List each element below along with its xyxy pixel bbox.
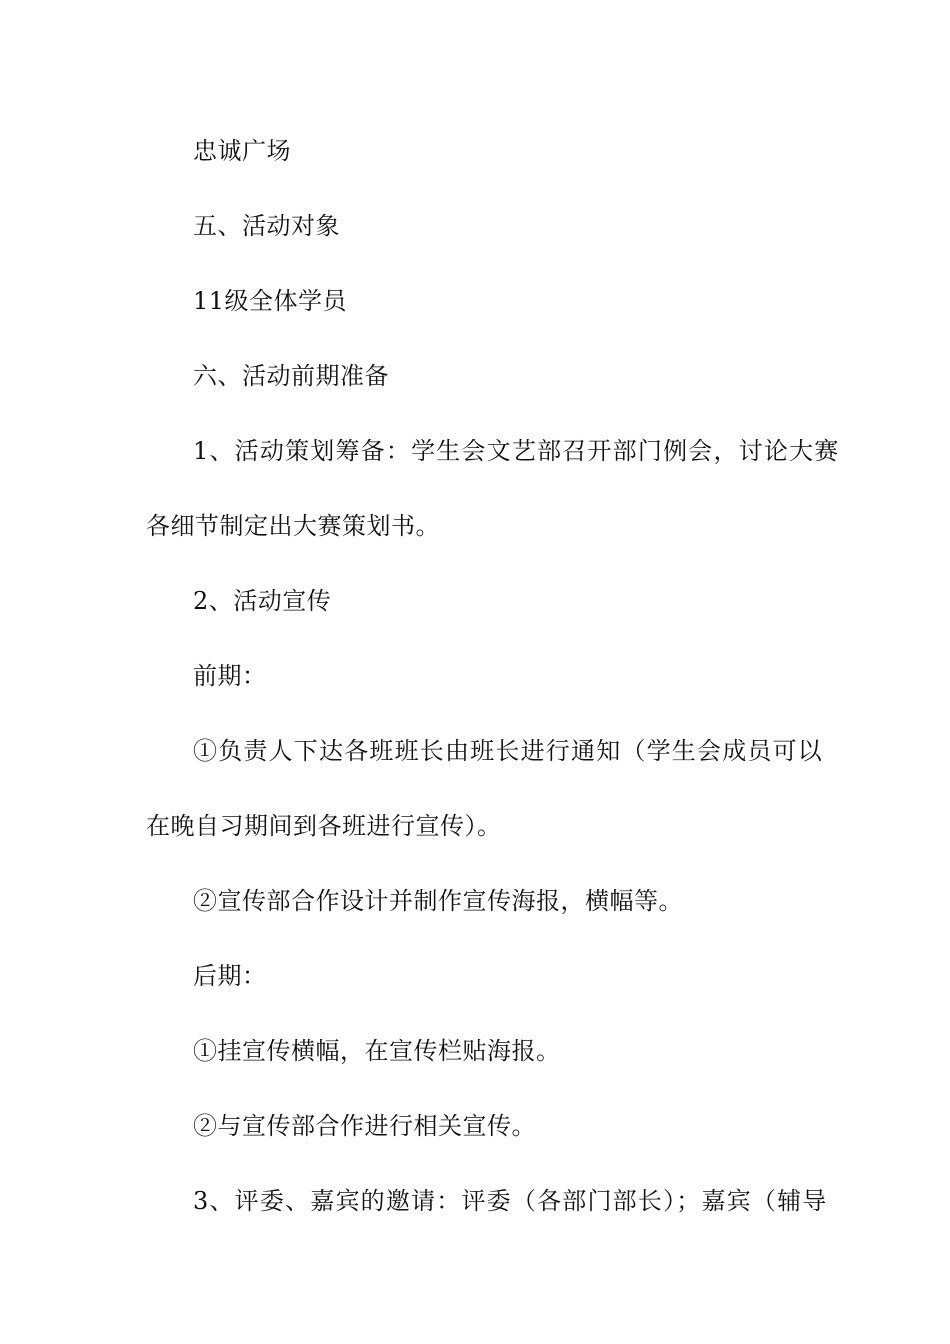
paragraph-judges-guests: 3、评委、嘉宾的邀请：评委（各部门部长）；嘉宾（辅导 [193,1187,828,1215]
paragraph-planning-line2: 各细节制定出大赛策划书。 [146,512,440,540]
heading-publicity: 2、活动宣传 [193,587,332,615]
paragraph-venue: 忠诚广场 [193,137,291,165]
paragraph-notice-line2: 在晚自习期间到各班进行宣传）。 [146,812,502,840]
subheading-early-stage: 前期： [193,662,267,690]
paragraph-planning-line1: 1、活动策划筹备：学生会文艺部召开部门例会，讨论大赛 [193,437,840,465]
heading-activity-target: 五、活动对象 [193,212,340,240]
heading-preparation: 六、活动前期准备 [193,362,389,390]
paragraph-hang-banner: ①挂宣传横幅，在宣传栏贴海报。 [193,1037,561,1065]
paragraph-target-students: 11级全体学员 [193,287,348,315]
paragraph-notice-line1: ①负责人下达各班班长由班长进行通知（学生会成员可以 [193,737,823,765]
subheading-late-stage: 后期： [193,962,267,990]
paragraph-cooperation: ②与宣传部合作进行相关宣传。 [193,1112,536,1140]
paragraph-poster-design: ②宣传部合作设计并制作宣传海报，横幅等。 [193,887,683,915]
